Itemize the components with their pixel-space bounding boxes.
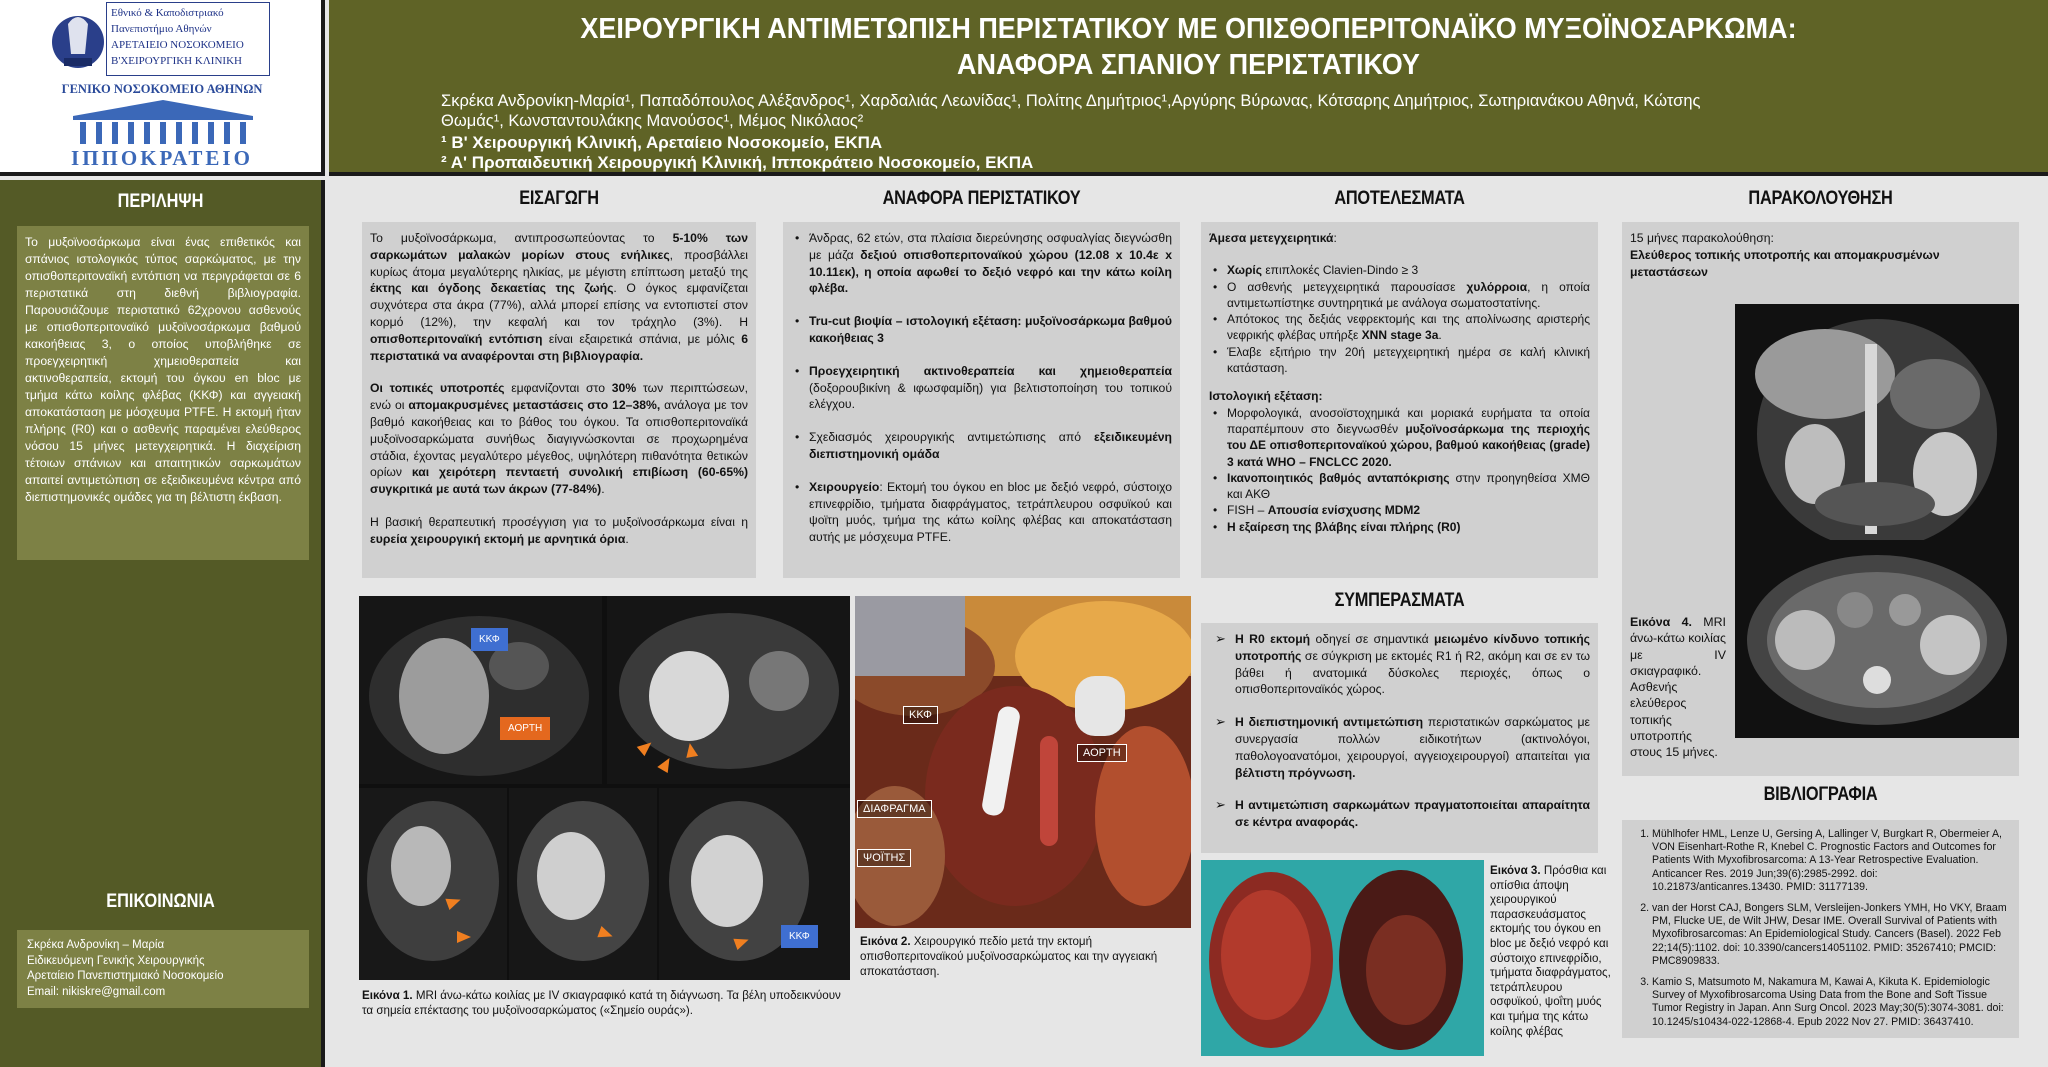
fig1-arrow-icon xyxy=(457,931,471,943)
summary-text: Το μυξοϊνοσάρκωμα είναι ένας επιθετικός και σπάνιος ιστολογικός τύπος σαρκώματος, με την οπισθοπεριτοναϊκή εντόπιση να περιγράφεται σε 6 περιστατικά στη διεθνή βιβλιογραφία. Παρουσιάζουμε περιστατικό 62χρονου ασθενούς με οπισθοπεριτοναϊκό μυξοϊνοσάρκωμα βαθμού κακοήθειας 3, ο οποίος υποβλήθηκε σε προεγχειρητική χημειοθεραπεία και ακτινοθεραπεία, εκτομή του όγκου en bloc με τμήμα κάτω κοίλης φλέβας (ΚΚΦ) και αγγειακή αποκατάσταση με μόσχευμα PTFE. Η εκτομή ήταν πλήρης (R0) και ο ασθενής παραμένει ελεύθερος νόσου 15 μήνες μετεγχειρητικά. Η διαχείριση τέτοιων σπάνιων και απαιτητικών σαρκωμάτων απαιτεί αντιμετώπιση σε εξειδικευμένα κέντρα από διεπιστημονικές ομάδες για τη βέλτιστη έκβαση. xyxy=(25,235,301,504)
univ-line: Β'ΧΕΙΡΟΥΡΓΙΚΗ ΚΛΙΝΙΚΗ xyxy=(111,55,242,67)
contact-box xyxy=(17,930,309,1008)
fig2-caption: Εικόνα 2. Χειρουργικό πεδίο μετά την εκτομή οπισθοπεριτοναϊκού μυξοϊνοσαρκώματος και την αγγειακή αποκατάσταση. xyxy=(860,935,1158,978)
univ-line: Εθνικό & Καποδιστριακό xyxy=(111,7,224,19)
poster-header xyxy=(329,0,2048,176)
biblio-box xyxy=(1622,820,2019,1038)
fig2-surgical-photo xyxy=(855,596,1191,928)
fig2-label-diaphragm: ΔΙΑΦΡΑΓΜΑ xyxy=(857,800,932,818)
mri-diagnosis-image xyxy=(359,596,850,980)
conclusions-box xyxy=(1201,623,1598,853)
authors-line-2: Θωμάς¹, Κωνσταντουλάκης Μανούσος¹, Μέμος Νικόλαος² xyxy=(441,112,864,130)
authors-line-1: Σκρέκα Ανδρονίκη-Μαρία¹, Παπαδόπουλος Αλέξανδρος¹, Χαρδαλιάς Λεωνίδας¹, Πολίτης Δημήτριος¹,Αργύρης Βύρωνας, Κότσαρης Δημήτριος, Σωτηριανάκου Αθηνά, Κώτσης xyxy=(441,92,1701,110)
intro-para-1: Το μυξοϊνοσάρκωμα, αντιπροσωπεύοντας το 5-10% των σαρκωμάτων μαλακών μορίων στους ενήλικες, προσβάλλει κυρίως άτομα μεγαλύτερης ηλικίας, με μέγιστη επίπτωση μεταξύ της έκτης και όγδοης δεκαετίας της ζωής. Ο όγκος εμφανίζεται συχνότερα στα άκρα (77%), αλλά μπορεί επίσης να εντοπιστεί στον κορμό (12%), την κεφαλή και τον τράχηλο (3%). Η οπισθοπεριτοναϊκή εντόπιση είναι εξαιρετικά σπάνια, με μόλις 6 περιστατικά να αναφέρονται στη βιβλιογραφία. xyxy=(370,231,749,363)
histo-head: Ιστολογική εξέταση: xyxy=(1209,389,1323,404)
summary-box xyxy=(17,226,309,560)
intro-box xyxy=(362,222,756,578)
contact-email[interactable]: Email: nikiskre@gmail.com xyxy=(27,985,166,998)
case-box xyxy=(783,222,1180,578)
case-item: • Σχεδιασμός χειρουργικής αντιμετώπισης από εξειδικευμένη διεπιστημονική ομάδα xyxy=(791,429,1172,463)
biblio-title: ΒΙΒΛΙΟΓΡΑΦΙΑ xyxy=(1763,784,1878,805)
univ-line: ΑΡΕΤΑΙΕΙΟ ΝΟΣΟΚΟΜΕΙΟ xyxy=(111,39,244,51)
case-item: • Tru-cut βιοψία – ιστολογική εξέταση: μυξοϊνοσάρκωμα βαθμού κακοήθειας 3 xyxy=(791,313,1172,347)
specimen-image xyxy=(1201,860,1484,1056)
followup-status: Ελεύθερος τοπικής υποτροπής και απομακρυσμένων μεταστάσεων xyxy=(1630,247,1940,279)
intro-title: ΕΙΣΑΓΩΓΗ xyxy=(519,188,599,209)
postop-head: Άμεσα μετεγχειρητικά: xyxy=(1209,231,1337,245)
hospital-name: ΙΠΠΟΚΡΑΤΕΙΟ xyxy=(71,146,253,170)
authors xyxy=(441,91,1941,131)
conclusion-item: ➢ Η αντιμετώπιση σαρκωμάτων πραγματοποιείται απαραίτητα σε κέντρα αναφοράς. xyxy=(1209,797,1590,831)
conclusion-item: ➢ Η R0 εκτομή οδηγεί σε σημαντικά μειωμένο κίνδυνο τοπικής υποτροπής σε σύγκριση με εκτομές R1 ή R2, ακόμη και σε εν τω βάθει ή ανατομικά δύσκολες περιοχές, όπως ο οπισθοπεριτοναϊκός χώρος. xyxy=(1209,631,1590,698)
followup-title: ΠΑΡΑΚΟΛΟΥΘΗΣΗ xyxy=(1748,188,1893,209)
affiliation-1: ¹ Β' Χειρουργική Κλινική, Αρεταίειο Νοσοκομείο, ΕΚΠΑ xyxy=(441,133,883,152)
intro-para-3: Η βασική θεραπευτική προσέγγιση για το μυξοϊνοσάρκωμα είναι η ευρεία χειρουργική εκτομή με αρνητικά όρια. xyxy=(370,514,748,546)
histo-item: • FISH – Απουσία ενίσχυσης MDM2 xyxy=(1209,502,1590,518)
left-sidebar xyxy=(0,180,325,1067)
case-item: • Προεγχειρητική ακτινοθεραπεία και χημειοθεραπεία (δοξορουβικίνη & ιφωσφαμίδη) για βελτιστοποίηση του τοπικού ελέγχου. xyxy=(791,363,1172,413)
university-emblem-icon xyxy=(50,4,106,76)
contact-role: Ειδικευόμενη Γενικής Χειρουργικής xyxy=(27,954,205,967)
results-box xyxy=(1201,222,1598,578)
surgical-field-image xyxy=(855,596,1191,928)
results-title: ΑΠΟΤΕΛΕΣΜΑΤΑ xyxy=(1334,188,1465,209)
fig3-specimen-photo xyxy=(1201,860,1484,1056)
case-title: ΑΝΑΦΟΡΑ ΠΕΡΙΣΤΑΤΙΚΟΥ xyxy=(882,188,1081,209)
contact-name: Σκρέκα Ανδρονίκη – Μαρία xyxy=(27,939,165,951)
postop-item: • Χωρίς επιπλοκές Clavien-Dindo ≥ 3 xyxy=(1209,262,1590,278)
postop-item: • Έλαβε εξιτήριο την 20ή μετεγχειρητική ημέρα σε καλή κλινική κατάσταση. xyxy=(1209,344,1590,377)
poster-title xyxy=(389,11,1988,83)
fig2-label-psoas: ΨΟΪΤΗΣ xyxy=(857,849,911,867)
fig1-tag-kkf: ΚΚΦ xyxy=(471,628,508,651)
fig3-caption: Εικόνα 3. Πρόσθια και οπίσθια άποψη χειρουργικού παρασκευάσματος εκτομής του όγκου en bloc με δεξιό νεφρό και σύστοιχο επινεφρίδιο, τμήματα διαφράγματος, τετράπλευρου οσφυϊκού, ψοΐτη μυός και τμήμα της κάτω κοίλης φλέβας xyxy=(1490,864,1611,1038)
fig4-mri-axial xyxy=(1735,540,2019,738)
fig2-label-kkf: ΚΚΦ xyxy=(903,706,938,724)
histo-item: • Μορφολογικά, ανοσοϊστοχημικά και μοριακά ευρήματα τα οποία παραπέμπουν στο διεγνωσθέν μυξοϊνοσάρκωμα της περιοχής του ΔΕ οπισθοπεριτοναϊκού χώρου, βαθμού κακοήθειας (grade) 3 κατά WHO – FNCLCC 2020. xyxy=(1209,405,1590,470)
summary-title: ΠΕΡΙΛΗΨΗ xyxy=(117,191,204,212)
fig4-mri-coronal xyxy=(1735,304,2019,540)
affiliation-2: ² Α' Προπαιδευτική Χειρουργική Κλινική, Ιπποκράτειο Νοσοκομείο, ΕΚΠΑ xyxy=(441,153,1034,172)
histo-item: • Η εξαίρεση της βλάβης είναι πλήρης (R0) xyxy=(1209,519,1590,535)
hospital-top-label: ΓΕΝΙΚΟ ΝΟΣΟΚΟΜΕΙΟ ΑΘΗΝΩΝ xyxy=(61,82,263,96)
postop-item: • Απότοκος της δεξιάς νεφρεκτομής και της απολίνωσης αριστερής νεφρικής φλέβας υπήρξε XNN stage 3a. xyxy=(1209,311,1590,344)
univ-line: Πανεπιστήμιο Αθηνών xyxy=(111,23,212,35)
mri-axial-image xyxy=(1735,540,2019,738)
reference-item: 2. van der Horst CAJ, Bongers SLM, Versleijen-Jonkers YMH, Ho VKY, Braam PM, Flucke UE, de Wilt JHW, Desar IME. Overall Survival of Patients with Myxofibrosarcomas: An Epidemiological Study. Cancers (Basel). 2022 Feb 22;14(5):1102. doi: 10.3390/cancers14051102. PMID: 35267410; PMCID: PMC8909833. xyxy=(1652,902,2009,968)
reference-item: 1. Mühlhofer HML, Lenze U, Gersing A, Lallinger V, Burgkart R, Obermeier A, VON Eisenhart-Rothe R, Knebel C. Prognostic Factors and Outcomes for Patients With Myxofibrosarcoma: A 13-Year Retrospective Evaluation. Anticancer Res. 2019 Jun;39(6):2985-2992. doi: 10.21873/anticanres.13430. PMID: 31177139. xyxy=(1652,828,2009,894)
followup-duration: 15 μήνες παρακολούθηση: xyxy=(1630,231,1774,245)
fig4-caption: Εικόνα 4. MRI άνω-κάτω κοιλίας με IV σκιαγραφικό. Ασθενής ελεύθερος τοπικής υποτροπής στους 15 μήνες. xyxy=(1630,615,1726,760)
conclusions-title: ΣΥΜΠΕΡΑΣΜΑΤΑ xyxy=(1334,590,1465,611)
affiliations xyxy=(441,133,1033,173)
logo-panel xyxy=(0,0,325,176)
fig1-tag-kkf-2: ΚΚΦ xyxy=(781,925,818,948)
fig1-arrow-icon xyxy=(684,742,698,758)
intro-para-2: Οι τοπικές υποτροπές εμφανίζονται στο 30% των περιπτώσεων, ενώ οι απομακρυσμένες μεταστάσεις στο 12–38%, ανάλογα με τον βαθμό κακοήθειας και το βάθος του όγκου. Τα οπισθοπεριτοναϊκά μυξοϊνοσαρκώματα συνήθως διαγιγνώσκονται σε προχωρημένα στάδια, έχοντας μεγαλύτερο μέγεθος, υψηλότερη πιθανότητα θετικών ορίων και χειρότερη πενταετή συνολική επιβίωση (60-65%) συγκριτικά με αυτά των άκρων (77-84%). xyxy=(370,381,748,497)
histo-item: • Ικανοποιητικός βαθμός ανταπόκρισης στην προηγηθείσα ΧΜΘ και ΑΚΘ xyxy=(1209,470,1590,503)
contact-hospital: Αρεταίειο Πανεπιστημιακό Νοσοκομείο xyxy=(27,970,224,982)
fig1-caption: Εικόνα 1. MRI άνω-κάτω κοιλίας με IV σκιαγραφικό κατά τη διάγνωση. Τα βέλη υποδεικνύουν τα σημεία επέκτασης του μυξοϊνοσαρκώματος («Σημείο ουράς»). xyxy=(362,989,841,1017)
title-line-1: ΧΕΙΡΟΥΡΓΙΚΗ ΑΝΤΙΜΕΤΩΠΙΣΗ ΠΕΡΙΣΤΑΤΙΚΟΥ ΜΕ ΟΠΙΣΘΟΠΕΡΙΤΟΝΑΪΚΟ ΜΥΞΟΪΝΟΣΑΡΚΩΜΑ: xyxy=(580,13,1797,45)
fig2-label-aorta: ΑΟΡΤΗ xyxy=(1077,744,1127,762)
contact-title: ΕΠΙΚΟΙΝΩΝΙΑ xyxy=(106,891,215,912)
case-item: • Άνδρας, 62 ετών, στα πλαίσια διερεύνησης οσφυαλγίας διεγνώσθη με μάζα δεξιού οπισθοπεριτοναϊκού χώρου (12.08 x 10.4ε x 10.11εκ), η οποία αφωθεί το δεξιό νεφρό και την κάτω κοίλη φλέβα. xyxy=(791,230,1172,297)
postop-item: • Ο ασθενής μετεγχειρητικά παρουσίασε χυλόρροια, η οποία αντιμετωπίστηκε συντηρητικά με ανάλογα σωματοστατίνης. xyxy=(1209,279,1590,312)
hospital-building-icon xyxy=(58,98,268,146)
conclusion-item: ➢ Η διεπιστημονική αντιμετώπιση περιστατικών σαρκώματος με συνεργασία πολλών ειδικοτήτων (ακτινολόγοι, παθολογοανατόμοι, χειρουργοί, αγγειοχειρουργοί) απαιτείται για βέλτιστη πρόγνωση. xyxy=(1209,714,1590,781)
university-label xyxy=(106,2,270,76)
case-item: • Χειρουργείο: Εκτομή του όγκου en bloc με δεξιό νεφρό, σύστοιχο επινεφρίδιο, τμήματα διαφράγματος, τετράπλευρου οσφυϊκού και ψοϊτη μυός, τμήμα της κάτω κοίλης φλέβας και αποκατάσταση αυτής με μόσχευμα PTFE. xyxy=(791,479,1172,546)
title-line-2: ΑΝΑΦΟΡΑ ΣΠΑΝΙΟΥ ΠΕΡΙΣΤΑΤΙΚΟΥ xyxy=(957,49,1420,81)
fig1-tag-aorta: ΑΟΡΤΗ xyxy=(500,717,550,740)
fig1-mri-panel xyxy=(359,596,850,980)
mri-coronal-image xyxy=(1735,304,2019,540)
reference-item: 3. Kamio S, Matsumoto M, Nakamura M, Kawai A, Kikuta K. Epidemiologic Survey of Myxofibrosarcoma Using Data from the Bone and Soft Tissue Tumor Registry in Japan. Ann Surg Oncol. 2023 May;30(5):3074-3081. doi: 10.1245/s10434-022-12868-4. Epub 2022 Nov 27. PMID: 36437410. xyxy=(1652,976,2009,1029)
